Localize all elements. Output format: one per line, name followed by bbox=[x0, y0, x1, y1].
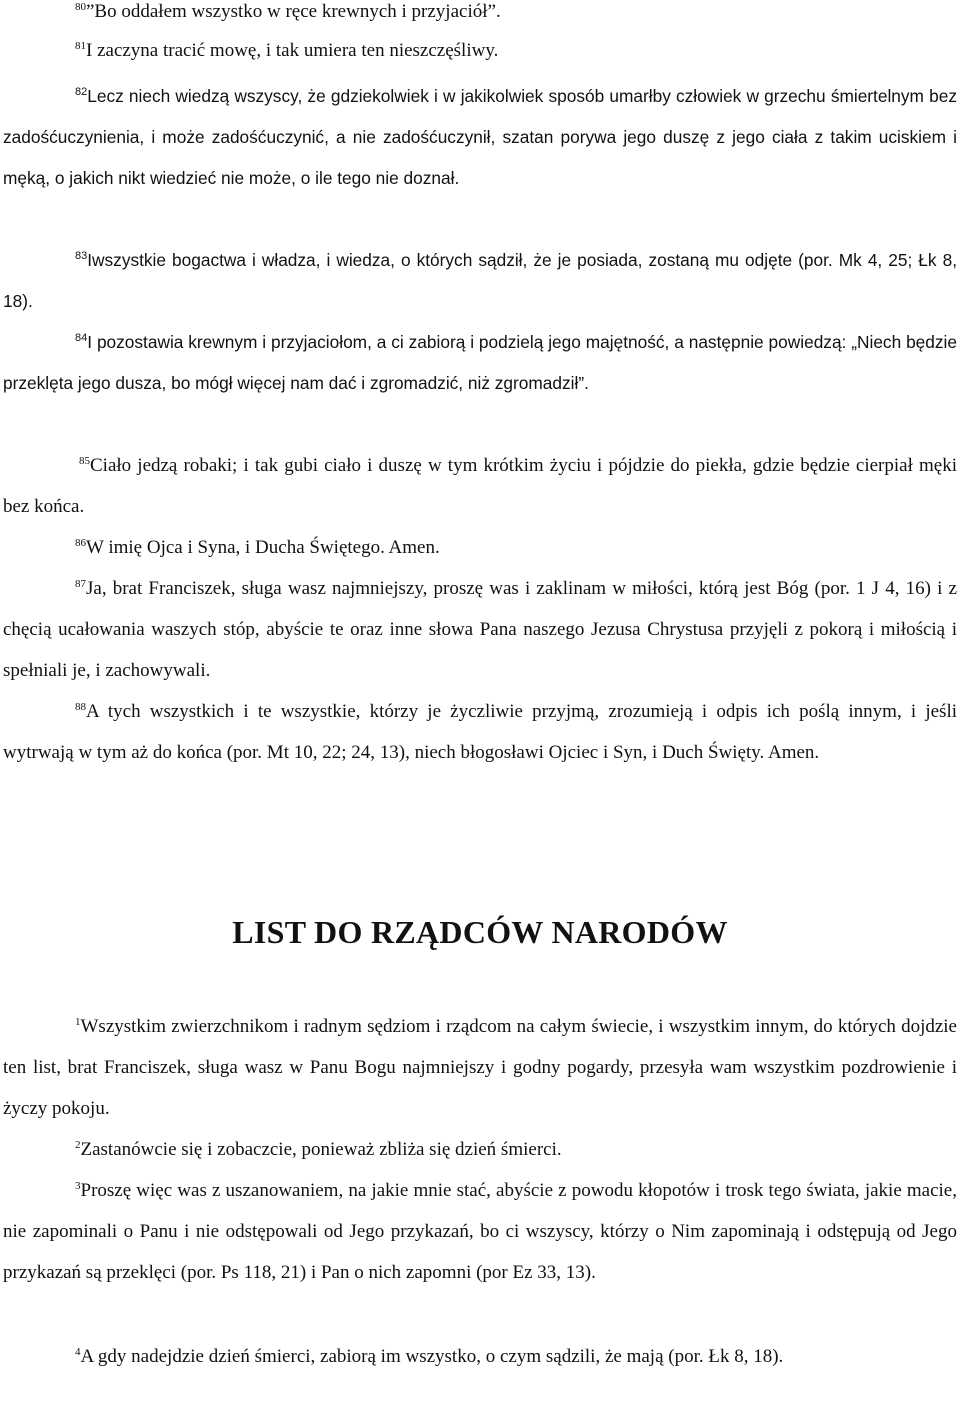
verse-number: 84 bbox=[75, 332, 88, 344]
verse-text: W imię Ojca i Syna, i Ducha Świętego. Amen. bbox=[86, 537, 440, 558]
verse-83 bbox=[3, 240, 957, 322]
letter-verse-4 bbox=[3, 1334, 957, 1379]
verse-82-block bbox=[3, 76, 957, 199]
verse-text: Iwszystkie bogactwa i władza, i wiedza, o których sądził, że je posiada, zostaną mu odjęte (por. Mk 4, 25; Łk 8, 18). bbox=[3, 250, 957, 311]
letter-title: LIST DO RZĄDCÓW NARODÓW bbox=[232, 914, 728, 950]
verse-88-block bbox=[3, 691, 957, 773]
verse-number: 83 bbox=[75, 250, 88, 262]
verse-number: 2 bbox=[75, 1139, 81, 1151]
letter-verse-1 bbox=[3, 1006, 957, 1129]
verse-83-block bbox=[3, 240, 957, 322]
verse-84-block bbox=[3, 322, 957, 404]
verse-87-block bbox=[3, 568, 957, 691]
verse-number: 4 bbox=[75, 1346, 81, 1358]
verse-text: Zastanówcie się i zobaczcie, ponieważ zbliża się dzień śmierci. bbox=[80, 1139, 562, 1160]
verse-text: ”Bo oddałem wszystko w ręce krewnych i przyjaciół”. bbox=[86, 1, 501, 22]
verse-text: Ja, brat Franciszek, sługa wasz najmniejszy, proszę was i zaklinam w miłości, którą jest Bóg (por. 1 J 4, 16) i z chęcią ucałowania waszych stóp, abyście te oraz inne słowa Pana naszego Jezusa Chrystusa przyjęli z pokorą i miłością i spełniali je, i zachowywali. bbox=[3, 578, 957, 681]
verse-84 bbox=[3, 322, 957, 404]
letter-verse-2 bbox=[3, 1129, 957, 1170]
letter-verse-2-block bbox=[3, 1129, 957, 1170]
letter-verse-1-block bbox=[3, 1006, 957, 1129]
verse-group-top bbox=[3, 0, 957, 63]
verse-number: 80 bbox=[75, 1, 86, 13]
verse-text: A tych wszystkich i te wszystkie, którzy je życzliwie przyjmą, zrozumieją i odpis ich poślą innym, i jeśli wytrwają w tym aż do końca (por. Mt 10, 22; 24, 13), niech błogosławi Ojciec i Syn, i Duch Święty. Amen. bbox=[3, 701, 957, 763]
verse-80 bbox=[3, 0, 957, 24]
verse-text: Ciało jedzą robaki; i tak gubi ciało i duszę w tym krótkim życiu i pójdzie do piekła, gdzie będzie cierpiał męki bez końca. bbox=[3, 455, 957, 517]
verse-86-block bbox=[3, 527, 957, 568]
verse-number: 88 bbox=[75, 701, 86, 713]
verse-text: Wszystkim zwierzchnikom i radnym sędziom i rządcom na całym świecie, i wszystkim innym, do których dojdzie ten list, brat Franciszek, sługa wasz w Panu Bogu najmniejszy i godny pogardy, przesyła wam wszystkim pozdrowienie i życzy pokoju. bbox=[3, 1016, 957, 1119]
verse-number: 1 bbox=[75, 1016, 81, 1028]
verse-number: 87 bbox=[75, 578, 86, 590]
verse-text: A gdy nadejdzie dzień śmierci, zabiorą im wszystko, o czym sądzili, że mają (por. Łk 8, 18). bbox=[80, 1346, 784, 1367]
verse-number: 82 bbox=[75, 86, 88, 98]
verse-85 bbox=[3, 445, 957, 527]
verse-number: 81 bbox=[75, 40, 86, 52]
verse-82 bbox=[3, 76, 957, 199]
verse-number: 3 bbox=[75, 1180, 81, 1192]
verse-85-block bbox=[3, 445, 957, 527]
verse-86 bbox=[3, 527, 957, 568]
verse-88 bbox=[3, 691, 957, 773]
letter-verse-4-block bbox=[3, 1334, 957, 1379]
letter-verse-3 bbox=[3, 1170, 957, 1293]
verse-number: 86 bbox=[75, 537, 86, 549]
verse-81 bbox=[3, 39, 957, 63]
verse-87 bbox=[3, 568, 957, 691]
letter-verse-3-block bbox=[3, 1170, 957, 1293]
verse-text: I zaczyna tracić mowę, i tak umiera ten nieszczęśliwy. bbox=[86, 40, 499, 61]
verse-text: Proszę więc was z uszanowaniem, na jakie mnie stać, abyście z powodu kłopotów i trosk tego świata, jakie macie, nie zapominali o Panu i nie odstępowali od Jego przykazań, bo ci wszyscy, którzy o Nim zapominają i odstępują od Jego przykazań są przeklęci (por. Ps 118, 21) i Pan o nich zapomni (por Ez 33, 13). bbox=[3, 1180, 957, 1283]
verse-text: I pozostawia krewnym i przyjaciołom, a ci zabiorą i podzielą jego majętność, a następnie powiedzą: „Niech będzie przeklęta jego dusza, bo mógł więcej nam dać i zgromadzić, niż zgromadził”. bbox=[3, 332, 957, 393]
verse-number: 85 bbox=[79, 455, 90, 467]
verse-text: Lecz niech wiedzą wszyscy, że gdziekolwiek i w jakikolwiek sposób umarłby człowiek w grzechu śmiertelnym bez zadośćuczynienia, i może zadośćuczynić, a nie zadośćuczynił, szatan porywa jego duszę z jego ciała z takim uciskiem i męką, o jakich nikt wiedzieć nie może, o ile tego nie doznał. bbox=[3, 86, 957, 188]
